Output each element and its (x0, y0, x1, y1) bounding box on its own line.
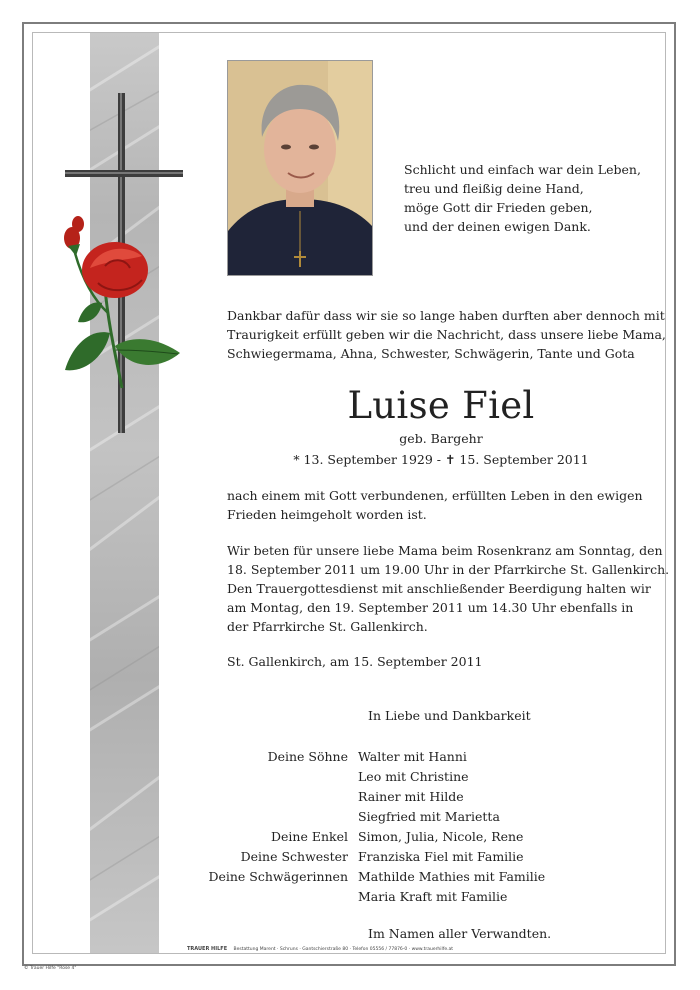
intro-line: Traurigkeit erfüllt geben wir die Nachricht, dass unsere liebe Mama, (227, 327, 666, 342)
mourner-row (190, 847, 658, 867)
mourner-relation (190, 767, 358, 787)
mourner-relation: Deine Enkel (271, 829, 348, 844)
mourner-names: Maria Kraft mit Familie (358, 889, 508, 904)
footer-brand: TRAUER HILFE (187, 946, 228, 952)
poem-line: möge Gott dir Frieden geben, (404, 200, 593, 215)
service-text (227, 541, 669, 636)
mourner-row (190, 887, 658, 907)
mourner-names: Simon, Julia, Nicole, Rene (358, 829, 524, 844)
mourner-relation (190, 807, 358, 827)
mourner-names: Mathilde Mathies mit Familie (358, 869, 546, 884)
mourner-relation: Deine Schwester (240, 849, 348, 864)
mourner-relation (190, 887, 358, 907)
mourner-names: Franziska Fiel mit Familie (358, 849, 524, 864)
footer (187, 946, 453, 953)
service-line: 18. September 2011 um 19.00 Uhr in der Pfarrkirche St. Gallenkirch. (227, 562, 670, 577)
service-line: Wir beten für unsere liebe Mama beim Rosenkranz am Sonntag, den (227, 543, 663, 558)
intro-line: Schwiegermama, Ahna, Schwester, Schwägerin, Tante und Gota (227, 346, 635, 361)
intro-line: Dankbar dafür dass wir sie so lange haben durften aber dennoch mit (227, 308, 665, 323)
mourner-relation (190, 787, 358, 807)
deceased-name: Luise Fiel (347, 384, 535, 427)
final-line: Im Namen aller Verwandten. (368, 926, 552, 941)
mourner-row (190, 787, 658, 807)
poem-line: treu und fleißig deine Hand, (404, 181, 584, 196)
closing-phrase: In Liebe und Dankbarkeit (368, 708, 531, 723)
footer-text: Bestattung Marent · Schruns · Gantschierstraße 80 · Telefon 05556 / 77876-0 · www.trauerhilfe.at (233, 947, 454, 952)
place-and-date: St. Gallenkirch, am 15. September 2011 (227, 654, 483, 669)
mourner-names: Siegfried mit Marietta (358, 809, 500, 824)
poem (404, 160, 641, 236)
mourner-relation: Deine Söhne (267, 749, 348, 764)
mourner-relation: Deine Schwägerinnen (208, 869, 348, 884)
portrait-image (228, 61, 372, 275)
service-line: Den Trauergottesdienst mit anschließender Beerdigung halten wir (227, 581, 651, 596)
poem-line: und der deinen ewigen Dank. (404, 219, 591, 234)
mourners-list (190, 747, 658, 907)
birth-name: geb. Bargehr (399, 431, 483, 446)
intro-text (227, 306, 666, 363)
mourner-names: Walter mit Hanni (358, 749, 467, 764)
passing-line: nach einem mit Gott verbundenen, erfüllten Leben in den ewigen (227, 488, 643, 503)
service-line: am Montag, den 19. September 2011 um 14.30 Uhr ebenfalls in (227, 600, 634, 615)
copyright-note: © Trauer Hilfe "Rose 4" (24, 966, 77, 971)
poem-line: Schlicht und einfach war dein Leben, (404, 162, 641, 177)
mourner-names: Rainer mit Hilde (358, 789, 464, 804)
mourner-row (190, 767, 658, 787)
portrait-photo (227, 60, 373, 276)
service-line: der Pfarrkirche St. Gallenkirch. (227, 619, 428, 634)
passing-line: Frieden heimgeholt worden ist. (227, 507, 427, 522)
mourner-row (190, 867, 658, 887)
mourner-row (190, 807, 658, 827)
mourner-names: Leo mit Christine (358, 769, 469, 784)
mourner-row (190, 747, 658, 767)
passing-text (227, 486, 643, 524)
mourner-row (190, 827, 658, 847)
life-dates: * 13. September 1929 - ✝ 15. September 2011 (293, 452, 589, 467)
cross-with-rose (50, 88, 190, 438)
